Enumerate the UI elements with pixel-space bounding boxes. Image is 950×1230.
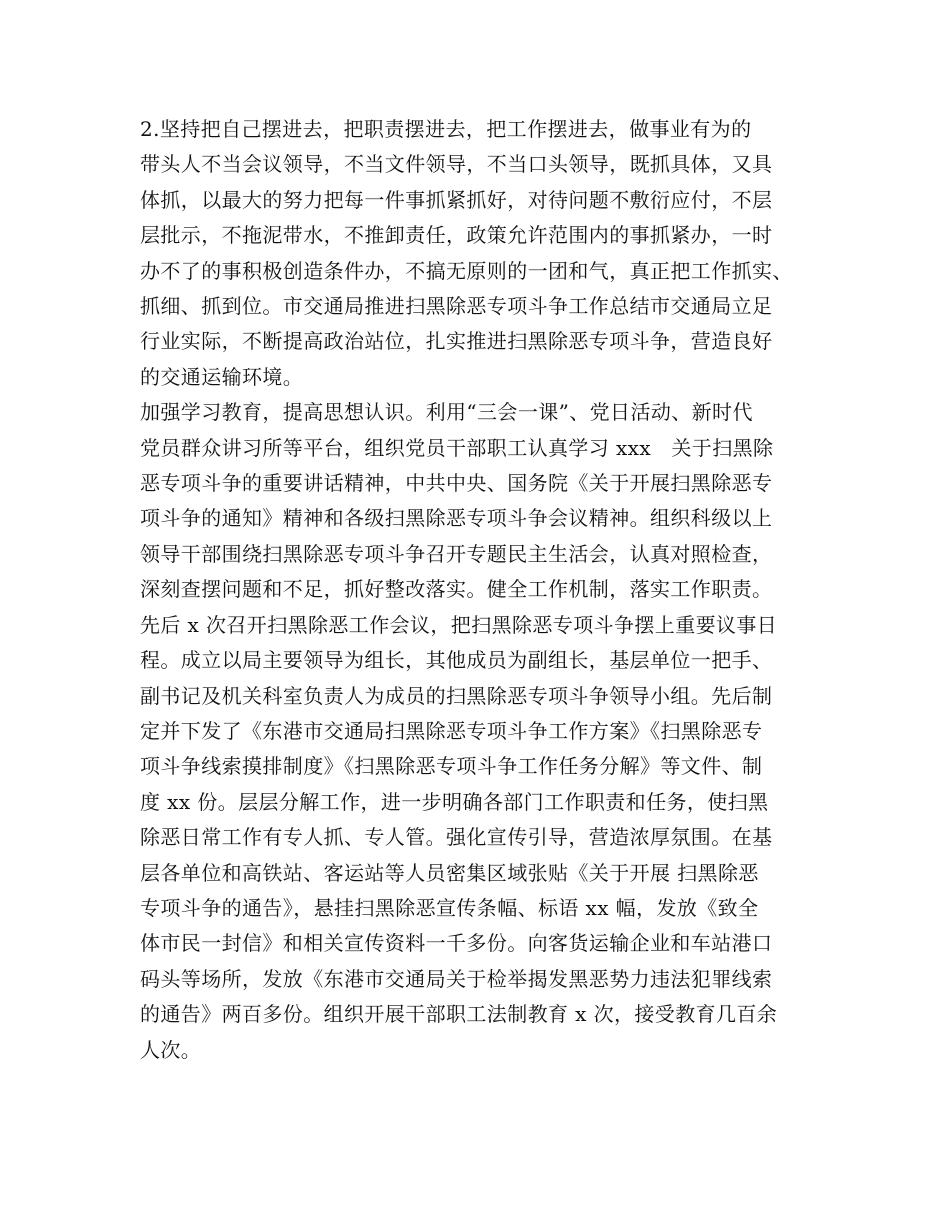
text-line: 2.坚持把自己摆进去，把职责摆进去，把工作摆进去，做事业有为的 — [140, 117, 752, 141]
paragraph-1 — [140, 112, 816, 395]
text-line: 项斗争的通知》精神和各级扫黑除恶专项斗争会议精神。组织科级以上 — [140, 506, 773, 531]
text-line: 体抓，以最大的努力把每一件事抓紧抓好，对待问题不敷衍应付，不层 — [140, 187, 773, 212]
text-line: 副书记及机关科室负责人为成员的扫黑除恶专项斗争领导小组。先后制 — [140, 683, 773, 708]
text-line: 人次。 — [140, 1037, 202, 1062]
text-line: 领导干部围绕扫黑除恶专项斗争召开专题民主生活会，认真对照检查， — [140, 541, 773, 566]
text-line: 的交通运输环境。 — [140, 364, 304, 389]
text-line: 党员群众讲习所等平台，组织党员干部职工认真学习 xxx 关于扫黑除 — [140, 435, 774, 460]
text-line: 体市民一封信》和相关宣传资料一千多份。向客货运输企业和车站港口 — [140, 931, 773, 956]
text-line: 码头等场所，发放《东港市交通局关于检举揭发黑恶势力违法犯罪线索 — [140, 966, 773, 991]
text-line: 定并下发了《东港市交通局扫黑除恶专项斗争工作方案》《扫黑除恶专 — [140, 718, 763, 743]
text-line: 项斗争线索摸排制度》《扫黑除恶专项斗争工作任务分解》等文件、制 — [140, 754, 763, 779]
text-line: 抓细、抓到位。市交通局推进扫黑除恶专项斗争工作总结市交通局立足 — [140, 294, 773, 319]
paragraph-2 — [140, 395, 816, 1068]
text-line: 行业实际，不断提高政治站位，扎实推进扫黑除恶专项斗争，营造良好 — [140, 329, 773, 354]
text-line: 先后 x 次召开扫黑除恶工作会议，把扫黑除恶专项斗争摆上重要议事日 — [140, 612, 778, 637]
text-line: 带头人不当会议领导，不当文件领导，不当口头领导，既抓具体，又具 — [140, 152, 773, 177]
text-line: 除恶日常工作有专人抓、专人管。强化宣传引导，营造浓厚氛围。在基 — [140, 825, 773, 850]
text-line: 度 xx 份。层层分解工作，进一步明确各部门工作职责和任务，使扫黑 — [140, 789, 769, 814]
text-line: 层各单位和高铁站、客运站等人员密集区域张贴《关于开展 扫黑除恶 — [140, 860, 759, 885]
document-body — [140, 112, 816, 1068]
text-line: 加强学习教育，提高思想认识。利用“三会一课”、党日活动、新时代 — [140, 400, 753, 425]
text-line: 办不了的事积极创造条件办，不搞无原则的一团和气，真正把工作抓实、 — [140, 258, 793, 283]
text-line: 专项斗争的通告》，悬挂扫黑除恶宣传条幅、标语 xx 幅，发放《致全 — [140, 895, 759, 920]
text-line: 恶专项斗争的重要讲话精神，中共中央、国务院《关于开展扫黑除恶专 — [140, 471, 773, 496]
text-line: 深刻查摆问题和不足，抓好整改落实。健全工作机制，落实工作职责。 — [140, 577, 773, 602]
text-line: 层批示，不拖泥带水，不推卸责任，政策允许范围内的事抓紧办，一时 — [140, 223, 773, 248]
text-line: 的通告》两百多份。组织开展干部职工法制教育 x 次，接受教育几百余 — [140, 1002, 778, 1027]
text-line: 程。成立以局主要领导为组长，其他成员为副组长，基层单位一把手、 — [140, 648, 773, 673]
